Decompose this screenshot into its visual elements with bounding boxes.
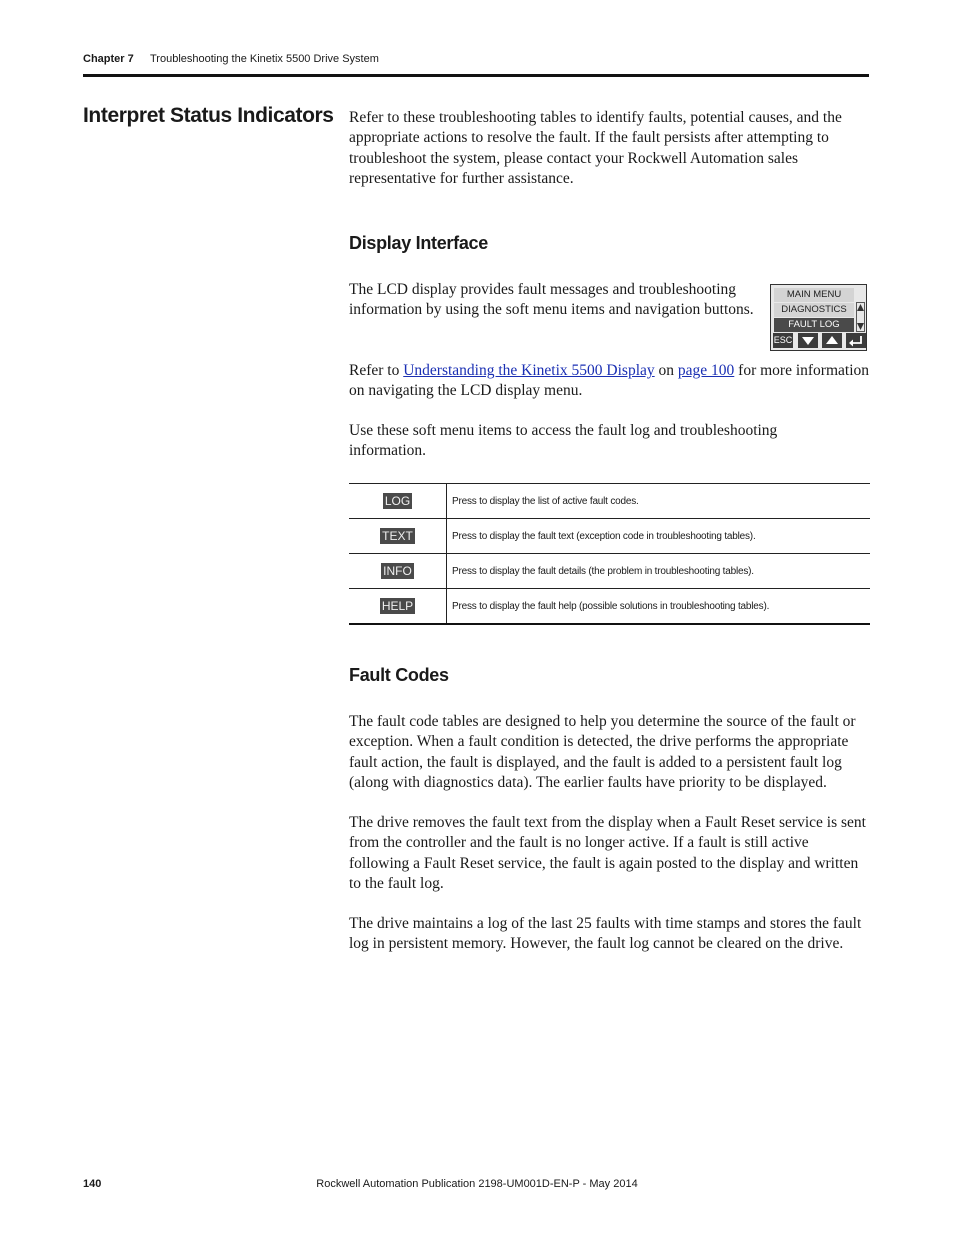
table-row	[349, 519, 870, 554]
section-title: Interpret Status Indicators	[83, 104, 334, 127]
lcd-esc-button: ESC	[773, 333, 793, 348]
table-row	[349, 484, 870, 519]
chapter-label: Chapter 7	[83, 53, 134, 65]
softkey-description: Press to display the fault text (exception code in troubleshooting tables).	[447, 519, 871, 554]
softkey-cell	[349, 589, 447, 625]
link-understanding-display[interactable]: Understanding the Kinetix 5500 Display	[403, 362, 655, 379]
softkey-description: Press to display the fault details (the problem in troubleshooting tables).	[447, 554, 871, 589]
lcd-down-arrow-icon	[798, 333, 818, 348]
softkey-description: Press to display the list of active fault codes.	[447, 484, 871, 519]
publication-footer: Rockwell Automation Publication 2198-UM001D-EN-P - May 2014	[316, 1178, 638, 1190]
softkey-cell	[349, 484, 447, 519]
fault-codes-para1: The fault code tables are designed to help you determine the source of the fault or exception. When a fault condition is detected, the drive performs the appropriate fault action, the fault is displayed, and the fault is added to a persistent fault log (along with diagnostics data). The earlier faults have priority to be displayed.	[349, 713, 856, 791]
lcd-enter-icon	[846, 333, 866, 348]
softkey-info: INFO	[383, 564, 412, 578]
link-page-100[interactable]: page 100	[677, 362, 735, 379]
softkey-description: Press to display the fault help (possible solutions in troubleshooting tables).	[447, 589, 871, 625]
table-row	[349, 554, 870, 589]
para2-text-post: for more information on navigating the LCD display menu.	[349, 362, 870, 400]
softkey-cell	[349, 519, 447, 554]
table-row	[349, 589, 870, 625]
fault-codes-heading: Fault Codes	[349, 665, 449, 685]
intro-paragraph: Refer to these troubleshooting tables to identify faults, potential causes, and the appropriate actions to resolve the fault. If the fault persists after attempting to troubleshoot the system, please contact your Rockwell Automation sales representative for further assistance.	[349, 109, 842, 187]
softkey-cell	[349, 554, 447, 589]
running-header	[83, 53, 379, 65]
softkey-text: TEXT	[382, 529, 413, 543]
chapter-title: Troubleshooting the Kinetix 5500 Drive System	[150, 53, 379, 65]
softkey-help: HELP	[381, 599, 414, 613]
display-interface-para2	[349, 361, 869, 402]
lcd-button-bar	[773, 333, 864, 349]
softkey-table	[349, 483, 870, 625]
lcd-row-main-menu: MAIN MENU	[774, 288, 854, 302]
page-number: 140	[83, 1178, 102, 1190]
lcd-up-arrow-icon	[822, 333, 842, 348]
softkey-log: LOG	[384, 494, 411, 508]
lcd-scrollbar-icon	[856, 302, 865, 332]
para2-text-mid: on	[654, 362, 678, 379]
header-rule	[83, 74, 869, 77]
fault-codes-para2: The drive removes the fault text from the display when a Fault Reset service is sent from the controller and the fault is no longer active. If a fault is still active following a Fault Reset service, the fault is again posted to the display and written to the fault log.	[349, 814, 866, 892]
fault-codes-para3: The drive maintains a log of the last 25 faults with time stamps and stores the fault log in persistent memory. However, the fault log cannot be cleared on the drive.	[349, 915, 862, 953]
display-interface-heading: Display Interface	[349, 233, 488, 253]
display-interface-para3: Use these soft menu items to access the fault log and troubleshooting information.	[349, 422, 778, 460]
lcd-row-diagnostics: DIAGNOSTICS	[774, 303, 854, 317]
display-interface-para1: The LCD display provides fault messages and troubleshooting information by using the soft menu items and navigation buttons.	[349, 281, 754, 319]
lcd-display-figure	[770, 284, 867, 351]
para2-text-pre: Refer to	[349, 362, 404, 379]
lcd-row-fault-log: FAULT LOG	[774, 318, 854, 332]
